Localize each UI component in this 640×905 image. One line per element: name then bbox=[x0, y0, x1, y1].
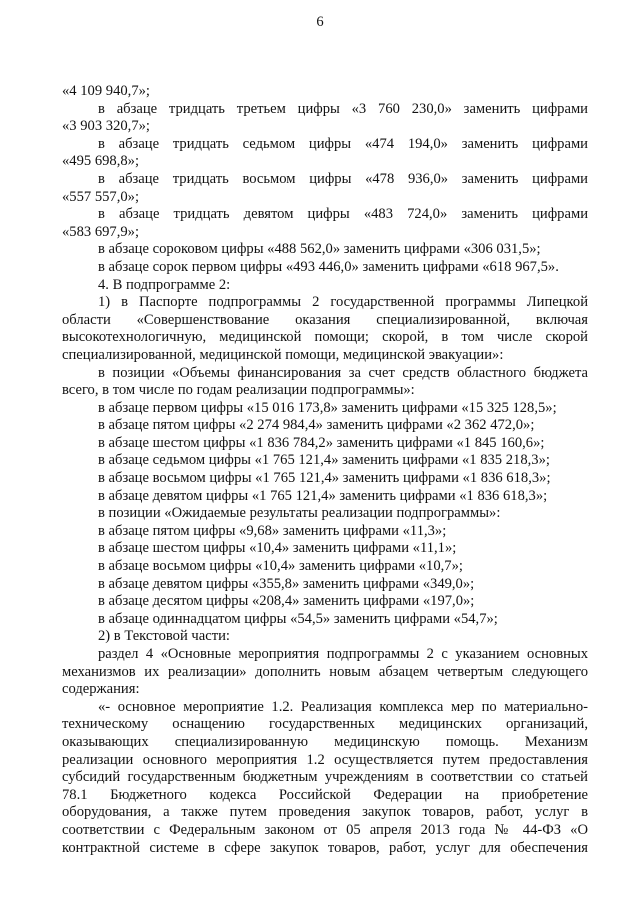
text-line: всего, в том числе по годам реализации подпрограммы»: bbox=[62, 382, 415, 399]
text-line: специализированной, медицинской помощи, медицинской эвакуации»: bbox=[62, 346, 504, 363]
text-line: в абзаце девятом цифры «355,8» заменить цифрами «349,0»; bbox=[98, 575, 475, 592]
text-line: 4. В подпрограмме 2: bbox=[98, 276, 231, 293]
text-line: в абзаце пятом цифры «9,68» заменить цифрами «11,3»; bbox=[98, 522, 447, 539]
text-line: «583 697,9»; bbox=[62, 223, 140, 240]
text-line: «3 903 320,7»; bbox=[62, 118, 150, 135]
text-line: соответствии с Федеральным законом от 05 апреля 2013 года № 44-ФЗ «О bbox=[62, 821, 588, 838]
text-line: техническому оснащению государственных медицинских организаций, bbox=[62, 716, 588, 733]
text-line: в абзаце тридцать девятом цифры «483 724,0» заменить цифрами bbox=[98, 206, 588, 223]
text-line: в абзаце десятом цифры «208,4» заменить цифрами «197,0»; bbox=[98, 593, 475, 610]
text-line: реализации основного мероприятия 1.2 осуществляется путем предоставления bbox=[62, 751, 588, 768]
text-line: в абзаце тридцать седьмом цифры «474 194,0» заменить цифрами bbox=[98, 135, 588, 152]
text-line: «557 557,0»; bbox=[62, 188, 140, 205]
text-line: содержания: bbox=[62, 681, 140, 698]
page-number: 6 bbox=[316, 14, 324, 30]
text-line: в абзаце шестом цифры «1 836 784,2» заменить цифрами «1 845 160,6»; bbox=[98, 434, 545, 451]
text-line: в абзаце тридцать восьмом цифры «478 936,0» заменить цифрами bbox=[98, 170, 588, 187]
text-line: раздел 4 «Основные мероприятия подпрограммы 2 с указанием основных bbox=[98, 646, 588, 662]
text-line: 1) в Паспорте подпрограммы 2 государственной программы Липецкой bbox=[98, 294, 588, 311]
text-line: в абзаце шестом цифры «10,4» заменить цифрами «11,1»; bbox=[98, 540, 457, 557]
text-line: в абзаце тридцать третьем цифры «3 760 230,0» заменить цифрами bbox=[98, 100, 588, 117]
text-line: контрактной системе в сфере закупок товаров, работ, услуг для обеспечения bbox=[62, 839, 588, 856]
text-line: области «Совершенствование оказания специализированной, включая bbox=[62, 311, 588, 328]
text-line: «4 109 940,7»; bbox=[62, 83, 150, 99]
text-line: в абзаце восьмом цифры «10,4» заменить цифрами «10,7»; bbox=[98, 558, 463, 575]
text-line: «- основное мероприятие 1.2. Реализация комплекса мер по материально- bbox=[98, 698, 588, 715]
text-line: оказывающих специализированную медицинскую помощь. Механизм bbox=[62, 733, 588, 750]
text-line: оборудования, а также путем проведения закупок товаров, работ, услуг в bbox=[62, 804, 588, 821]
text-line: в абзаце пятом цифры «2 274 984,4» заменить цифрами «2 362 472,0»; bbox=[98, 417, 535, 434]
text-line: 2) в Текстовой части: bbox=[98, 628, 230, 645]
text-line: «495 698,8»; bbox=[62, 153, 140, 170]
text-line: в позиции «Ожидаемые результаты реализации подпрограммы»: bbox=[98, 505, 501, 522]
document-body bbox=[62, 83, 588, 857]
text-line: в абзаце девятом цифры «1 765 121,4» заменить цифрами «1 836 618,3»; bbox=[98, 487, 548, 504]
text-line: механизмов их реализации» дополнить новым абзацем четвертым следующего bbox=[62, 663, 588, 680]
text-line: субсидий государственным бюджетным учреждениям в соответствии со статьей bbox=[62, 769, 588, 786]
text-line: в абзаце восьмом цифры «1 765 121,4» заменить цифрами «1 836 618,3»; bbox=[98, 470, 551, 487]
text-line: 78.1 Бюджетного кодекса Российской Федерации на приобретение bbox=[62, 786, 588, 803]
text-line: высокотехнологичную, медицинской помощи; скорой, в том числе скорой bbox=[62, 329, 588, 346]
text-line: в абзаце сорок первом цифры «493 446,0» заменить цифрами «618 967,5». bbox=[98, 258, 559, 275]
text-line: в абзаце сороковом цифры «488 562,0» заменить цифрами «306 031,5»; bbox=[98, 241, 541, 258]
text-line: в абзаце первом цифры «15 016 173,8» заменить цифрами «15 325 128,5»; bbox=[98, 399, 557, 416]
text-line: в абзаце седьмом цифры «1 765 121,4» заменить цифрами «1 835 218,3»; bbox=[98, 452, 550, 469]
text-line: в позиции «Объемы финансирования за счет средств областного бюджета bbox=[98, 364, 588, 381]
text-line: в абзаце одиннадцатом цифры «54,5» заменить цифрами «54,7»; bbox=[98, 610, 498, 627]
